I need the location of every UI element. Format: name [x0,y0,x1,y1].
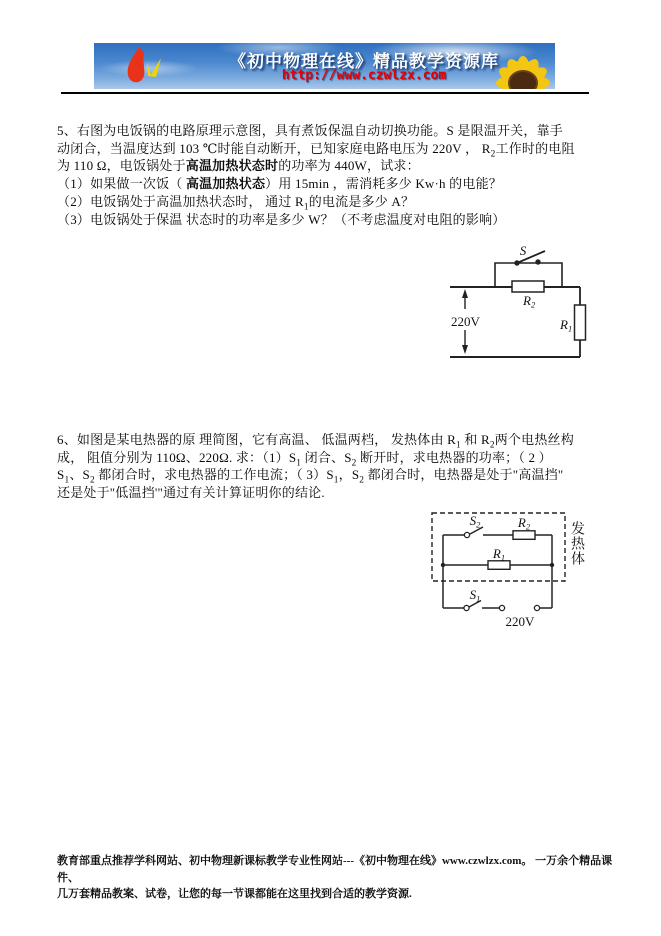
problem5-line3: 为 110 Ω，电饭锅处于高温加热状态时的功率为 440W，试求： [57,158,420,174]
switch-S2-contact [464,532,469,537]
voltage-label: 220V [451,314,480,329]
resistor-R2-symbol [512,281,544,292]
resistor-R1-symbol [575,305,586,340]
problem6-line2: 成， 阻值分别为 110Ω、220Ω. 求：$(1)S_1$ 闭合、$S_2$ 断开时，求电热器的功率；（ 2 ） [57,449,552,469]
resistor-R2-label: R2 [523,293,536,310]
switch-S1-contact [464,605,469,610]
switch-contact-dot [535,259,540,264]
supply-terminal [534,605,539,610]
switch-S-label: S [519,243,527,258]
resistor-R2-label: R2 [517,515,531,532]
problem5-line2: 动闭合，当温度达到 103 ℃时能自动断开，已知家庭电路电压为 220V ， $R_2$工作时的电阻 [57,140,575,160]
page-footer [57,853,619,903]
resistor-R1-symbol [488,561,510,570]
resistor-R1-label: R1 [492,546,506,563]
resistor-R2-symbol [513,531,535,540]
problem5-line1: 5、右图为电饭锅的电路原理示意图，具有煮饭保温自动切换功能。S 是限温开关，靠手 [57,123,563,138]
flame-logo-icon [116,45,168,89]
problem6-line4: 还是处于"低温挡'"通过有关计算证明你的结论. [57,485,325,501]
rice-cooker-circuit-diagram [443,242,595,370]
voltage-arrowhead-down [462,345,468,354]
voltage-arrowhead-up [462,289,468,298]
header-divider-line [61,92,589,94]
switch-S2-label: S2 [469,513,481,530]
heating-element-label: 发热体 [569,521,584,566]
problem5-question3: （3）电饭锅处于保温 状态时的功率是多少 W？（不考虑温度对电阻的影响） [57,211,506,227]
banner-url: http://www.czwlzx.com [281,68,447,83]
sunflower-icon [485,56,551,89]
problem5-question1: （1）如果做一次饭（ 高温加热状态）用 15min ，需消耗多少 Kw·h 的电能？ [57,176,502,192]
problem5-question2: （2）电饭锅处于高温加热状态时， 通过 $R_1$的电流是多少 A？ [57,193,415,213]
site-banner [94,43,555,89]
problem6-text [57,431,611,502]
supply-terminal [499,605,504,610]
switch-S1-label: S1 [469,587,481,604]
footer-line2: 几万套精品教案、试卷，让您的每一节课都能在这里找到合适的教学资源. [57,888,412,900]
problem6-line3: $S_1$、$S_2$ 都闭合时，求电热器的工作电流；（ $3)S_1$，$S_2$ 都闭合时，电热器是处于"高温挡" [57,467,564,486]
footer-line1: 教育部重点推荐学科网站、初中物理新课标教学专业性网站---《初中物理在线》www.czwlzx.com。 一万余个精品课件、 [57,855,613,884]
voltage-label: 220V [505,614,535,629]
banner-title: 《初中物理在线》精品教学资源库 [229,52,499,71]
problem6-line1: 6、如图是某电热器的原 理简图，它有高温、 低温两档， 发热体由 $R_1$ 和 $R_2$两个电热丝构 [57,432,574,451]
resistor-R1-label: R1 [560,317,573,334]
problem5-text [57,122,611,228]
